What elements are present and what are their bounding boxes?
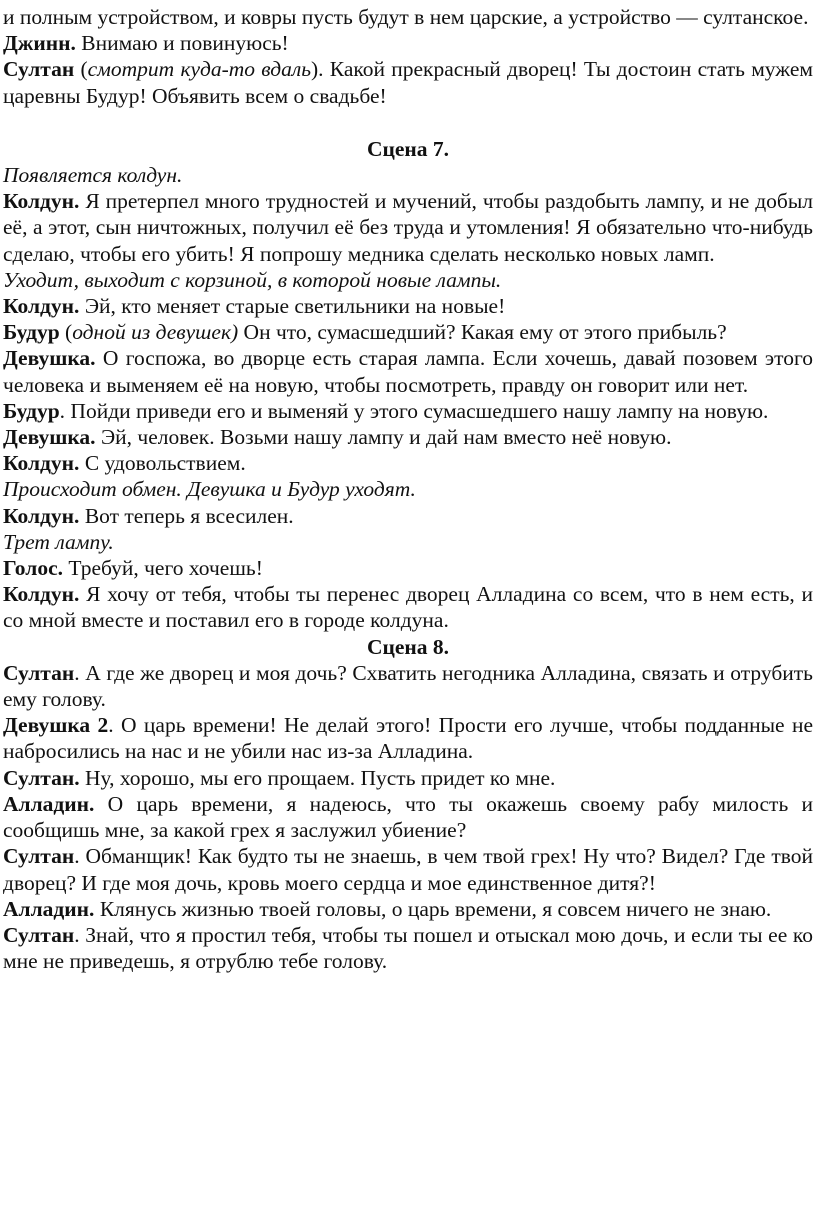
line-budur <box>3 398 813 424</box>
line-devushka <box>3 424 813 450</box>
speaker-name: Колдун. <box>3 503 80 528</box>
speaker-name: Султан. <box>3 765 80 790</box>
stage-direction: Появляется колдун. <box>3 163 183 188</box>
scene-7-heading: Сцена 7. <box>366 136 450 161</box>
speaker-name: Джинн. <box>3 31 76 56</box>
line-sultan <box>3 56 813 108</box>
line-devushka <box>3 345 813 397</box>
speaker-name: Султан <box>3 57 75 82</box>
dialogue-text: О царь времени, я надеюсь, что ты окажешь своему рабу милость и сообщишь мне, за какой грех я заслужил убиение? <box>3 791 813 843</box>
line-golos <box>3 555 813 581</box>
dialogue-text: Вот теперь я всесилен. <box>79 503 294 528</box>
line-djinn <box>3 30 813 56</box>
dialogue-text: . Обманщик! Как будто ты не знаешь, в чем твой грех! Ну что? Видел? Где твой дворец? И где моя дочь, кровь моего сердца и мое единственное дитя?! <box>3 844 813 895</box>
speaker-name: Девушка. <box>3 425 96 450</box>
line-sultan <box>3 843 813 895</box>
dialogue-text: Он что, сумасшедший? Какая ему от этого прибыль? <box>238 320 727 345</box>
line-sultan <box>3 765 813 791</box>
paragraph-text: и полным устройством, и ковры пусть будут в нем царские, а устройство — султанское. <box>3 5 809 29</box>
line-sultan <box>3 922 813 974</box>
stage-direction: одной из девушек) <box>72 320 239 345</box>
paragraph-continuation <box>3 4 813 30</box>
speaker-name: Алладин. <box>3 896 95 921</box>
stage-direction: Трет лампу. <box>3 529 114 554</box>
dialogue-text: Ну, хорошо, мы его прощаем. Пусть придет ко мне. <box>79 765 556 790</box>
paren-open: ( <box>74 57 88 82</box>
speaker-name: Колдун. <box>3 582 80 607</box>
speaker-name: Султан <box>3 844 75 869</box>
scene-8-heading: Сцена 8. <box>366 634 450 659</box>
line-sultan <box>3 660 813 712</box>
stage-direction: Происходит обмен. Девушка и Будур уходят. <box>3 477 416 502</box>
dialogue-text: Внимаю и повинуюсь! <box>75 31 289 56</box>
speaker-name: Будур <box>3 320 60 345</box>
dialogue-text: . О царь времени! Не делай этого! Прости его лучше, чтобы подданные не набросились на нас и не убили нас из-за Алладина. <box>3 713 813 764</box>
line-koldun <box>3 503 813 529</box>
line-alladin <box>3 791 813 843</box>
dialogue-text: С удовольствием. <box>79 451 246 476</box>
dialogue-text: . Знай, что я простил тебя, чтобы ты пошел и отыскал мою дочь, и если ты ее ко мне не приведешь, я отрублю тебе голову. <box>3 922 813 974</box>
dialogue-text: Я претерпел много трудностей и мучений, чтобы раздобыть лампу, и не добыл её, а этот, сын ничтожных, получил её без труда и утомления! Я обязательно что-нибудь сделаю, чтобы его убить! Я попрошу медника сделать несколько новых ламп. <box>3 189 813 266</box>
line-budur <box>3 319 813 345</box>
line-devushka-2 <box>3 712 813 764</box>
stage-direction: смотрит куда-то вдаль <box>87 57 312 82</box>
speaker-name: Будур <box>3 398 60 423</box>
line-koldun <box>3 450 813 476</box>
speaker-name: Колдун. <box>3 189 80 214</box>
speaker-name: Девушка. <box>3 346 96 371</box>
line-koldun <box>3 581 813 633</box>
speaker-name: Девушка 2 <box>3 713 109 738</box>
line-koldun <box>3 293 813 319</box>
speaker-name: Алладин. <box>3 791 95 816</box>
line-koldun <box>3 188 813 267</box>
dialogue-text: ). Какой прекрасный дворец! Ты достоин стать мужем царевны Будур! Объявить всем о свадьбе! <box>3 57 813 108</box>
dialogue-text: О госпожа, во дворце есть старая лампа. Если хочешь, давай позовем этого человека и выменяем её на новую, чтобы посмотреть, правду он говорит или нет. <box>3 346 813 397</box>
blank-line <box>3 109 813 136</box>
speaker-name: Султан <box>3 660 75 685</box>
stage-direction: Уходит, выходит с корзиной, в которой новые лампы. <box>3 267 502 292</box>
speaker-name: Колдун. <box>3 451 80 476</box>
speaker-name: Султан <box>3 922 75 947</box>
dialogue-text: Эй, человек. Возьми нашу лампу и дай нам вместо неё новую. <box>95 425 672 450</box>
dialogue-text: Эй, кто меняет старые светильники на новые! <box>79 294 506 319</box>
dialogue-text: Требуй, чего хочешь! <box>63 556 263 581</box>
speaker-name: Колдун. <box>3 294 80 319</box>
dialogue-text: Я хочу от тебя, чтобы ты перенес дворец Алладина со всем, что в нем есть, и со мной вместе и поставил его в городе колдуна. <box>3 582 813 633</box>
speaker-name: Голос. <box>3 556 63 581</box>
dialogue-text: . Пойди приведи его и выменяй у этого сумасшедшего нашу лампу на новую. <box>59 398 769 423</box>
dialogue-text: . А где же дворец и моя дочь? Схватить негодника Алладина, связать и отрубить ему голову. <box>3 660 813 712</box>
paren-open: ( <box>59 320 73 345</box>
dialogue-text: Клянусь жизнью твоей головы, о царь времени, я совсем ничего не знаю. <box>94 896 772 921</box>
line-alladin <box>3 896 813 922</box>
